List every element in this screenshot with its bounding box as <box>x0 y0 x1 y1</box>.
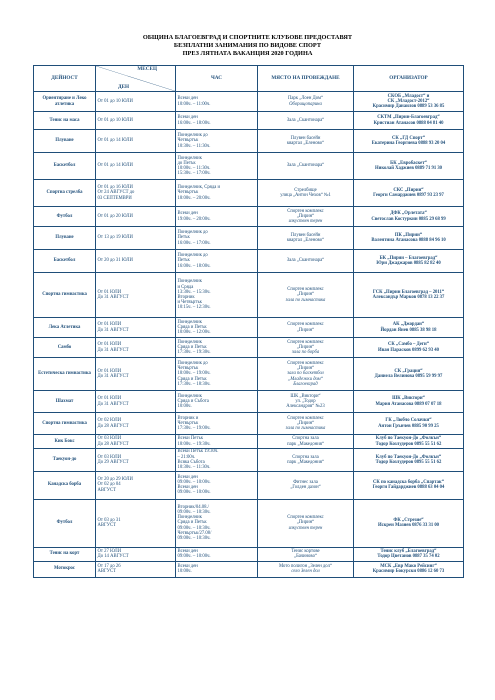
time-cell-line: 17:30ч. – 19:00ч. <box>177 426 211 432</box>
time-cell-line: Всеки Петък <box>177 436 204 442</box>
time-cell-line: 09:00ч. – 10:30ч. <box>177 536 211 542</box>
period-cell: От 01 ЮЛИ До 31 АВГУСТ <box>96 273 176 318</box>
organizer-cell-line: Николай Хаджиев 0889 71 91 30 <box>374 166 443 171</box>
organizer-cell-line: СК „Младост-2012“ <box>387 98 430 104</box>
place-cell <box>258 391 354 413</box>
table-row <box>34 227 464 250</box>
place-cell-line: село Зелен дол <box>291 569 320 575</box>
time-cell-line: Вторник и <box>177 415 199 421</box>
activity-cell: Тенис на корт <box>34 547 96 561</box>
activity-cell: Мотокрос <box>34 561 96 577</box>
time-cell-line: 18:00ч. – 19:30ч. <box>177 441 211 447</box>
table-row <box>34 318 464 338</box>
place-cell-line: зала по гимнастика <box>285 426 326 432</box>
place-cell-line: Благоевград <box>293 381 318 387</box>
place-cell-line: Плувен басейн <box>290 135 321 141</box>
place-cell-line: изкуствен терен <box>288 525 323 531</box>
time-cell <box>176 338 258 358</box>
period-cell: От 01 до 14 ЮЛИ <box>96 130 176 153</box>
period-cell: От 01 до 10 ЮЛИ <box>96 92 176 112</box>
time-cell-line: Всеки ден <box>177 485 198 491</box>
activity-cell: Спортна гимнастика <box>34 413 96 435</box>
activity-header: ДЕЙНОСТ <box>34 66 96 92</box>
time-cell <box>176 92 258 112</box>
place-cell <box>258 435 354 449</box>
period-cell: От 01 ЮЛИ До 31 АВГУСТ <box>96 358 176 391</box>
organizer-cell-line: ГК „Любчо Солачки“ <box>385 418 432 424</box>
time-cell-line: Сряда и Петък <box>177 344 207 350</box>
activity-cell: Кик Бокс <box>34 435 96 449</box>
time-cell <box>176 471 258 499</box>
time-cell-line: 13:30ч. – 15:30ч. <box>177 289 211 295</box>
time-cell-line: 09:00ч. – 10:00ч. <box>177 490 211 496</box>
time-cell-line: 15:30ч. – 17:00ч. <box>177 171 211 177</box>
time-cell-line: Четвъртък <box>177 420 199 426</box>
time-cell <box>176 499 258 547</box>
activity-cell: Футбол <box>34 499 96 547</box>
place-cell-line: зала по баскетбол <box>287 371 324 377</box>
activity-cell: Лека Атлетика <box>34 318 96 338</box>
table-row <box>34 413 464 435</box>
period-cell: От 20 до 31 ЮЛИ <box>96 250 176 273</box>
place-cell-line: Оборищопарина <box>289 101 322 107</box>
table-row <box>34 112 464 130</box>
time-cell <box>176 318 258 338</box>
time-cell-line: Петък <box>177 235 190 241</box>
organizer-cell <box>354 449 464 472</box>
table-row <box>34 561 464 577</box>
place-cell-line: Зала „Скантонарa“ <box>286 258 325 264</box>
time-cell-line: Четвъртък <box>177 366 199 372</box>
place-cell <box>258 471 354 499</box>
time-cell <box>176 180 258 207</box>
place-cell-line: „Пирин“ <box>296 520 315 526</box>
organizer-cell-line: СКОБ „Младост“ и <box>387 93 430 99</box>
time-cell-line: 10:30ч. – 11:30ч. <box>177 143 211 149</box>
day-header: ДЕН <box>118 83 130 90</box>
header-line-3: ПРЕЗ ЛЯТНАТА ВАКАНЦИЯ 2020 ГОДИНА <box>182 50 313 57</box>
activity-cell: Баскетбол <box>34 153 96 180</box>
organizer-cell-line: СК „Самбо – Деги“ <box>387 342 430 348</box>
period-cell: От 01 до 16 ЮЛИ От 24 АВГУСТ до 03 СЕПТЕМВРИ <box>96 180 176 207</box>
time-cell <box>176 413 258 435</box>
organizer-cell <box>354 227 464 250</box>
time-cell <box>176 358 258 391</box>
place-cell <box>258 227 354 250</box>
schedule-rows <box>34 92 464 578</box>
period-cell: От 01 до 10 ЮЛИ <box>96 112 176 130</box>
period-cell: От 02 ЮЛИ До 28 АВГУСТ <box>96 413 176 435</box>
organizer-cell-line: Клуб по Таекуон-До „Фолкън“ <box>375 436 442 442</box>
time-cell-line: Понеделник до <box>177 360 208 366</box>
organizer-cell <box>354 250 464 273</box>
place-cell <box>258 499 354 547</box>
place-cell-line: улица „Антон Чехов“ №1 <box>280 193 331 198</box>
activity-cell: Спортна стрелба <box>34 180 96 207</box>
time-cell-line: Сряда и Събота <box>177 398 209 404</box>
organizer-cell-line: МСК „Евр Мако Рейсинг“ <box>380 563 437 569</box>
time-cell-line: Понеделник <box>177 339 202 345</box>
time-cell-line: 10:00ч. – 11:00ч. <box>177 101 211 107</box>
hour-header: ЧАС <box>176 66 258 92</box>
place-cell-line: зала по гимнастика <box>285 297 326 303</box>
organizer-cell <box>354 471 464 499</box>
place-cell <box>258 449 354 472</box>
time-cell <box>176 207 258 227</box>
time-cell-line: до Петък <box>177 160 196 166</box>
organizer-cell-line: СКТМ „Пирин-Благоевград“ <box>377 115 440 121</box>
period-cell: От 01 ЮЛИ До 31 АВГУСТ <box>96 318 176 338</box>
time-cell-line: Понеделник <box>177 393 202 399</box>
place-cell-line: Спортен комплекс <box>287 208 324 214</box>
period-cell: От 20 до 29 ЮЛИ От 02 до 04 АВГУСТ <box>96 471 176 499</box>
place-cell-line: „Пирин“ <box>296 213 315 219</box>
organizer-cell <box>354 338 464 358</box>
period-cell: От 03 до 31 АВГУСТ <box>96 499 176 547</box>
time-cell-line: Всяка Събота <box>177 459 205 465</box>
month-day-header <box>96 66 176 92</box>
time-cell-line: Четвъртък/27.08/ <box>177 530 212 536</box>
place-cell-line: „Младежки дом“ <box>287 376 324 382</box>
place-cell-line: Тенис кортове <box>291 548 320 554</box>
activity-cell: Тенис на маса <box>34 112 96 130</box>
organizer-cell <box>354 413 464 435</box>
time-cell <box>176 435 258 449</box>
place-cell-line: „Пирин“ <box>296 366 315 372</box>
time-cell <box>176 273 258 318</box>
table-row <box>34 547 464 561</box>
time-cell <box>176 153 258 180</box>
organizer-cell-line: Искрен Мазнев 0876 33 31 00 <box>377 523 440 529</box>
place-cell-line: „Голден дазон“ <box>290 485 321 491</box>
table-row <box>34 391 464 413</box>
table-row <box>34 180 464 207</box>
organizer-cell-line: Георги Гайдарджиев 0888 63 04 04 <box>372 485 445 491</box>
place-cell-line: ул. „Тодор <box>295 398 316 404</box>
time-cell-line: Понеделник до <box>177 230 208 236</box>
organizer-cell-line: БК „Евробаскет“ <box>390 160 427 166</box>
organizer-cell-line: Тодор Цветанов 0887 35 74 02 <box>377 554 440 560</box>
place-cell-line: Спортен комплекс <box>287 322 324 328</box>
place-cell-line: Спортна зала <box>292 436 319 442</box>
organizer-cell-line: ПК „Пирин“ <box>394 232 423 238</box>
time-cell <box>176 449 258 472</box>
organizer-cell-line: БК „Пирин – Благоевград“ <box>379 255 438 261</box>
place-cell-line: ШК „Виктори“ <box>290 393 321 399</box>
organizer-cell <box>354 273 464 318</box>
place-cell <box>258 561 354 577</box>
organizer-cell-line: Йордан Янев 0885 38 98 18 <box>380 327 437 333</box>
organizer-cell-line: Екатерина Георгиева 0888 93 20 04 <box>371 141 446 146</box>
table-row <box>34 499 464 547</box>
table-row <box>34 471 464 499</box>
place-cell-line: „Пирин“ <box>296 327 315 333</box>
organizer-cell-line: Валентина Атанасова 0888 84 96 10 <box>371 238 446 243</box>
header-line-1: ОБЩИНА БЛАГОЕВГРАД И СПОРТНИТЕ КЛУБОВЕ ПРЕДОСТАВЯТ <box>142 34 353 41</box>
period-cell: От 01 ЮЛИ До 31 АВГУСТ <box>96 391 176 413</box>
organizer-cell-line: Тодор Козлудеров 0895 55 51 62 <box>375 459 442 465</box>
place-cell-line: „Пирин“ <box>296 344 315 350</box>
organizer-cell <box>354 358 464 391</box>
period-cell: От 17 до 26 АВГУСТ <box>96 561 176 577</box>
organizer-cell-line: Красимир Бокурски 0886 12 60 73 <box>372 569 445 575</box>
organizer-cell <box>354 435 464 449</box>
organizer-cell-line: АК „Джордан“ <box>392 322 425 328</box>
place-cell-line: парк „Македония“ <box>287 441 324 447</box>
header-line-2: БЕЗПЛАТНИ ЗАНИМАНИЯ ПО ВИДОВЕ СПОРТ <box>173 42 322 49</box>
place-cell-line: Спортен комплекс <box>287 287 324 293</box>
table-row <box>34 435 464 449</box>
place-cell-line: Зала „Скантонарa“ <box>286 163 325 169</box>
place-header: МЯСТО НА ПРОВЕЖДАНЕ <box>258 66 354 92</box>
table-row <box>34 92 464 112</box>
activity-cell: Шахмат <box>34 391 96 413</box>
period-cell: От 01 ЮЛИ До 31 АВГУСТ <box>96 338 176 358</box>
period-cell: От 13 до 19 ЮЛИ <box>96 227 176 250</box>
activity-cell: Канадска борба <box>34 471 96 499</box>
time-cell-line: и Сряда <box>177 284 194 290</box>
period-cell: От 03 ЮЛИ До 29 АВГУСТ <box>96 449 176 472</box>
time-cell-line: Петък <box>177 258 190 264</box>
place-cell <box>258 358 354 391</box>
place-cell <box>258 413 354 435</box>
time-cell-line: Всеки ден <box>177 563 198 569</box>
organizer-cell-line: Антон Грънчев 0885 90 99 25 <box>378 423 439 429</box>
time-cell-line: Всеки ден <box>177 115 198 121</box>
organizer-cell-line: Красимир Данаилов 0889 53 36 85 <box>372 104 445 110</box>
time-cell-line: Сряда и Петък <box>177 324 207 330</box>
place-cell-line: зала по борба <box>291 350 320 356</box>
time-cell-line: 09:00ч. – 10:30ч. <box>177 525 211 531</box>
place-cell <box>258 180 354 207</box>
activity-cell: Самбо <box>34 338 96 358</box>
place-cell <box>258 547 354 561</box>
place-cell-line: изкуствен терен <box>288 219 323 225</box>
place-cell-line: квартал „Еленово“ <box>286 141 325 146</box>
organizer-cell-line: Юри Джаджаров 0885 82 82 40 <box>376 261 441 266</box>
organizer-cell <box>354 180 464 207</box>
place-cell <box>258 130 354 153</box>
time-cell-line: Понеделник <box>177 279 202 285</box>
place-cell-line: Парк „Лоен Дом“ <box>287 96 324 102</box>
place-cell-line: Стрелбище <box>294 187 317 193</box>
time-cell-line: 18:00ч. – 20:00ч. <box>177 195 211 201</box>
time-cell-line: Сряда и Петък <box>177 376 207 382</box>
place-cell <box>258 338 354 358</box>
time-cell-line: 16:00ч. – 17:00ч. <box>177 240 211 246</box>
table-row <box>34 449 464 472</box>
organizer-cell-line: Светослав Костуркин 0885 29 68 99 <box>371 216 446 222</box>
time-cell-line: Всеки ден <box>177 211 198 217</box>
time-cell-line: Понеделник <box>177 515 202 521</box>
time-cell <box>176 547 258 561</box>
time-cell <box>176 112 258 130</box>
time-cell-line: Понеделник <box>177 319 202 325</box>
organizer-cell-line: СК „ГД Спорт“ <box>392 135 425 141</box>
organizer-cell-line: Мария Атанасова 0889 07 07 18 <box>375 401 442 407</box>
time-cell <box>176 130 258 153</box>
time-cell <box>176 227 258 250</box>
organizer-cell-line: Кристиан Атанасов 0888 04 81 40 <box>373 120 444 126</box>
organizer-cell-line: ФК „Стрезие“ <box>393 517 424 523</box>
activity-cell: Баскетбол <box>34 250 96 273</box>
time-cell-line: и Четвъртък <box>177 300 202 306</box>
time-cell-line: Понеделник <box>177 155 202 161</box>
time-cell-line: Четвъртък <box>177 190 199 196</box>
organizer-cell-line: Тенис клуб „Благоевград“ <box>380 548 437 554</box>
time-cell-line: 10:00ч. – 12:00ч. <box>177 330 211 336</box>
time-cell-line: Всеки ден <box>177 474 198 480</box>
period-cell: От 01 до 14 ЮЛИ <box>96 153 176 180</box>
place-cell-line: Александров“ №23 <box>286 404 325 410</box>
organizer-cell <box>354 547 464 561</box>
period-cell: От 27 ЮЛИ До 14 АВГУСТ <box>96 547 176 561</box>
schedule-table <box>33 65 464 578</box>
organizer-cell-line: Иван Парасков 0899 62 93 40 <box>378 347 439 353</box>
organizer-cell <box>354 207 464 227</box>
place-cell-line: Мото полигон „Зелен дол“ <box>279 563 332 569</box>
month-header: МЕСЕЦ <box>137 66 157 72</box>
organizer-cell <box>354 499 464 547</box>
activity-cell: Естетическа гимнастика <box>34 358 96 391</box>
activity-cell: Плуване <box>34 227 96 250</box>
place-cell-line: Зала „Скантонарa“ <box>286 117 325 123</box>
organizer-cell-line: Александър Марков 0878 13 22 37 <box>372 295 445 300</box>
place-cell <box>258 250 354 273</box>
period-cell: От 03 ЮЛИ До 28 АВГУСТ <box>96 435 176 449</box>
time-cell <box>176 250 258 273</box>
activity-cell: Плуване <box>34 130 96 153</box>
time-cell <box>176 391 258 413</box>
time-cell-line: 10:15ч. – 12:30ч. <box>177 305 211 311</box>
organizer-header: ОРГАНИЗАТОР <box>354 66 464 92</box>
organizer-cell-line: СК „Грация“ <box>394 368 423 374</box>
time-cell-line: 09:00ч. – 10:00ч. <box>177 554 211 560</box>
time-cell-line: 16:00ч. – 18:00ч. <box>177 263 211 269</box>
table-row <box>34 207 464 227</box>
organizer-cell-line: ГСК „Пирин Благоевград – 2011“ <box>372 289 445 295</box>
organizer-cell-line: Даниела Велинова 0895 59 99 97 <box>374 374 443 379</box>
activity-cell: Таекуон-до <box>34 449 96 472</box>
time-cell-line: Вторник/04.08./ <box>177 504 209 510</box>
time-cell-line: – 21:00ч. <box>177 454 196 460</box>
activity-cell: Спортна гимнастика <box>34 273 96 318</box>
place-cell-line: Спортен комплекс <box>287 360 324 366</box>
time-cell-line: 19:00ч. – 20:00ч. <box>177 216 211 222</box>
organizer-cell <box>354 112 464 130</box>
time-cell-line: Понеделник, Сряда и <box>177 185 220 191</box>
place-cell-line: Спортна зала <box>292 454 319 460</box>
time-cell-line: 10:00ч. <box>177 569 192 575</box>
organizer-cell-line: ДФК „Орлетата“ <box>390 211 427 217</box>
place-cell-line: парк „Македония“ <box>287 459 324 465</box>
time-cell-line: 16:00ч. – 18:00ч. <box>177 120 211 126</box>
place-cell-line: Спортен комплекс <box>287 515 324 521</box>
time-cell-line: Сряда и Петък <box>177 520 207 526</box>
time-cell <box>176 561 258 577</box>
organizer-cell-line: СКС „Пирин“ <box>393 187 424 193</box>
time-cell-line: Понеделник до <box>177 133 208 139</box>
organizer-cell-line: ШК „Виктори“ <box>392 396 425 402</box>
period-cell: От 01 до 20 ЮЛИ <box>96 207 176 227</box>
organizer-cell <box>354 92 464 112</box>
organizer-cell <box>354 130 464 153</box>
organizer-cell-line: Тодор Козлудеров 0895 55 51 62 <box>375 441 442 447</box>
place-cell <box>258 92 354 112</box>
table-row <box>34 273 464 318</box>
time-cell-line: Всеки ден <box>177 96 198 102</box>
place-cell-line: Спортен комплекс <box>287 339 324 345</box>
time-cell-line: 09:00ч. – 10:00ч. <box>177 479 211 485</box>
table-row <box>34 338 464 358</box>
table-row <box>34 130 464 153</box>
organizer-cell-line: СК по канадска борба „Спартак“ <box>373 479 444 485</box>
activity-cell: Футбол <box>34 207 96 227</box>
place-cell-line: „Пирин“ <box>296 292 315 298</box>
place-cell-line: Фитнес зала <box>293 479 318 485</box>
place-cell <box>258 153 354 180</box>
place-cell <box>258 318 354 338</box>
time-cell-line: Всеки Петък 19:30ч. <box>177 449 219 455</box>
time-cell-line: 10:30ч. – 11:30ч. <box>177 465 211 470</box>
time-cell-line: 17:30ч. – 19:30ч. <box>177 350 211 356</box>
organizer-cell <box>354 561 464 577</box>
organizer-cell <box>354 153 464 180</box>
time-cell-line: 10:00ч. – 11:30ч. <box>177 166 211 171</box>
time-cell-line: 18:00ч. – 19:00ч. <box>177 371 211 377</box>
table-row <box>34 153 464 180</box>
place-cell-line: „Пирин“ <box>296 420 315 426</box>
place-cell-line: Плувен басейн <box>290 232 321 238</box>
organizer-cell <box>354 318 464 338</box>
table-row <box>34 250 464 273</box>
place-cell <box>258 207 354 227</box>
time-cell-line: 10:00ч. <box>177 404 192 410</box>
place-cell-line: квартал „Еленово“ <box>286 238 325 243</box>
table-row <box>34 358 464 391</box>
time-cell-line: 09:00ч. – 10:30ч. <box>177 510 211 516</box>
time-cell-line: Четвъртък <box>177 138 199 144</box>
activity-cell: Ориентиране и Леко атлетика <box>34 92 96 112</box>
organizer-cell-line: Клуб по Таекуон-До „Фолкън“ <box>375 454 442 460</box>
place-cell-line: „Бачиново“ <box>294 554 317 560</box>
time-cell-line: Всеки ден <box>177 548 198 554</box>
time-cell-line: Понеделник до <box>177 253 208 259</box>
time-cell-line: Вторник <box>177 295 195 300</box>
place-cell-line: Спортен комплекс <box>287 415 324 421</box>
place-cell <box>258 112 354 130</box>
organizer-cell-line: Георги Самарджиев 0897 93 23 97 <box>373 193 444 198</box>
organizer-cell <box>354 391 464 413</box>
time-cell-line: 17:30ч. – 18:30ч. <box>177 381 211 387</box>
place-cell <box>258 273 354 318</box>
